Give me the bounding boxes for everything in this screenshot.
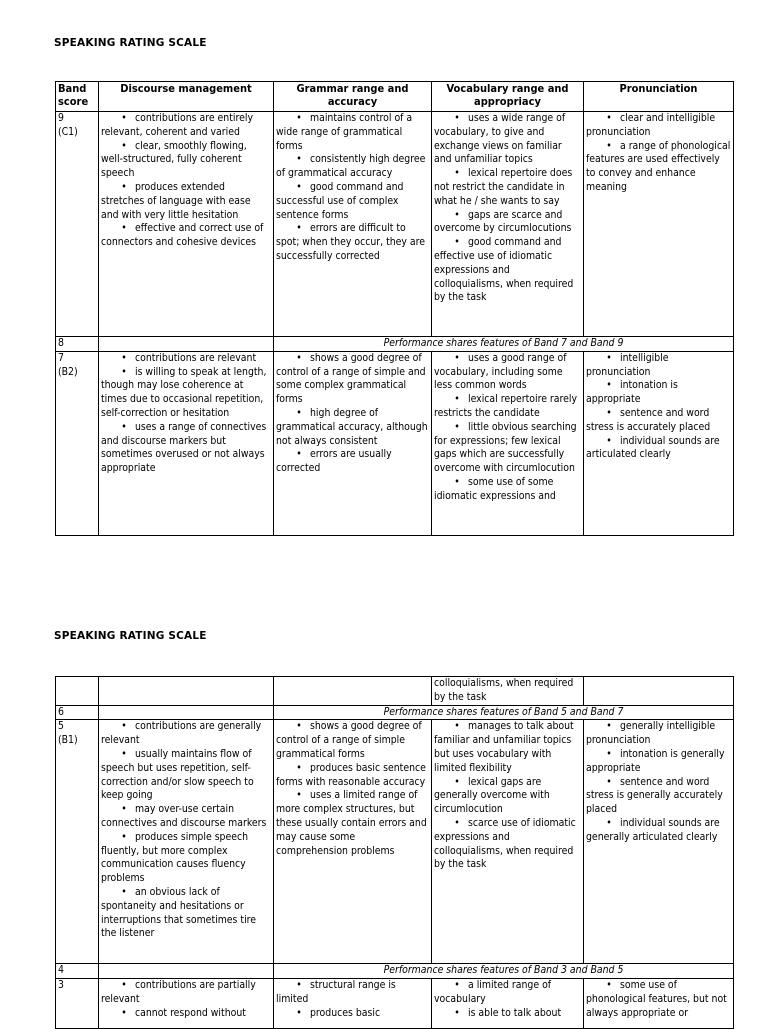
descriptor: • some use of phonological features, but not always appropriate or — [586, 979, 731, 1020]
descriptor-cell-discourse — [99, 979, 274, 1029]
band-level: (B1) — [58, 734, 78, 747]
descriptor: • individual sounds are articulated clearly — [586, 435, 731, 463]
table-row-band-3 — [56, 979, 734, 1029]
shared-features-note: Performance shares features of Band 7 and Band 9 — [274, 337, 734, 352]
empty-cell — [584, 677, 734, 706]
descriptor: • sentence and word stress is generally accurately placed — [586, 776, 731, 817]
header-vocabulary: Vocabulary range and appropriacy — [432, 82, 584, 112]
header-discourse: Discourse management — [99, 82, 274, 112]
descriptor-cell-discourse — [99, 720, 274, 964]
descriptor: • generally intelligible pronunciation — [586, 720, 731, 748]
table-row-band-7 — [56, 351, 734, 535]
descriptor: • consistently high degree of grammatical accuracy — [276, 153, 429, 181]
descriptor: • an obvious lack of spontaneity and hesitations or interruptions that sometimes tire the listener — [101, 886, 271, 941]
empty-cell — [274, 677, 432, 706]
descriptor: • gaps are scarce and overcome by circumlocutions — [434, 209, 581, 237]
descriptor-cell-discourse — [99, 351, 274, 535]
page-heading-2: SPEAKING RATING SCALE — [54, 630, 207, 642]
descriptor-cell-pronunciation — [584, 351, 734, 535]
descriptor: • produces basic — [276, 1007, 429, 1021]
descriptor: • cannot respond without — [101, 1007, 271, 1021]
descriptor: • shows a good degree of control of a range of simple and some complex grammatical forms — [276, 352, 429, 407]
descriptor: • effective and correct use of connectors and cohesive devices — [101, 222, 271, 250]
descriptor-cell-discourse — [99, 112, 274, 337]
descriptor: • usually maintains flow of speech but uses repetition, self-correction and/or slow speech to keep going — [101, 748, 271, 803]
descriptor-cell-vocabulary — [432, 112, 584, 337]
descriptor: • errors are usually corrected — [276, 448, 429, 476]
descriptor: • structural range is limited — [276, 979, 429, 1007]
band-score: 3 — [56, 979, 99, 1029]
shared-features-note: Performance shares features of Band 3 and Band 5 — [274, 964, 734, 979]
descriptor: • produces extended stretches of language with ease and with very little hesitation — [101, 181, 271, 222]
table-row-continuation — [56, 677, 734, 706]
descriptor: • lexical repertoire does not restrict the candidate in what he / she wants to say — [434, 167, 581, 208]
header-grammar: Grammar range and accuracy — [274, 82, 432, 112]
descriptor: • errors are difficult to spot; when they occur, they are successfully corrected — [276, 222, 429, 263]
descriptor-cell-pronunciation — [584, 720, 734, 964]
descriptor: • intonation is appropriate — [586, 379, 731, 407]
descriptor: • little obvious searching for expressions; few lexical gaps which are successfully overcome with circumlocution — [434, 421, 581, 476]
descriptor: • good command and effective use of idiomatic expressions and colloquialisms, when required by the task — [434, 236, 581, 305]
header-band-score: Band score — [56, 82, 99, 112]
band-score-cell — [56, 351, 99, 535]
descriptor: • scarce use of idiomatic expressions and colloquialisms, when required by the task — [434, 817, 581, 872]
header-pronunciation: Pronunciation — [584, 82, 734, 112]
band-level: (B2) — [58, 365, 78, 378]
descriptor: • contributions are partially relevant — [101, 979, 271, 1007]
descriptor: • uses a wide range of vocabulary, to give and exchange views on familiar and unfamiliar topics — [434, 112, 581, 167]
band-score-cell — [56, 720, 99, 964]
descriptor: • uses a limited range of more complex structures, but these usually contain errors and may cause some comprehension problems — [276, 789, 429, 858]
descriptor: • good command and successful use of complex sentence forms — [276, 181, 429, 222]
descriptor: • intelligible pronunciation — [586, 352, 731, 380]
table-header-row — [56, 82, 734, 112]
descriptor: • is able to talk about — [434, 1007, 581, 1021]
descriptor: • may over-use certain connectives and discourse markers — [101, 803, 271, 831]
descriptor: • produces basic sentence forms with reasonable accuracy — [276, 762, 429, 790]
descriptor-cell-grammar — [274, 720, 432, 964]
table-row-band-4 — [56, 964, 734, 979]
band-score: 4 — [56, 964, 99, 979]
descriptor: • sentence and word stress is accurately placed — [586, 407, 731, 435]
descriptor: • produces simple speech fluently, but more complex communication causes fluency problems — [101, 831, 271, 886]
band-score: 6 — [56, 705, 99, 720]
descriptor-cell-grammar — [274, 979, 432, 1029]
descriptor: • uses a range of connectives and discourse markers but sometimes overused or not always appropriate — [101, 421, 271, 476]
descriptor-cell-vocabulary — [432, 351, 584, 535]
descriptor: • shows a good degree of control of a range of simple grammatical forms — [276, 720, 429, 761]
empty-cell — [99, 677, 274, 706]
descriptor: • lexical repertoire rarely restricts the candidate — [434, 393, 581, 421]
descriptor-cell-vocabulary — [432, 720, 584, 964]
descriptor-cell-grammar — [274, 112, 432, 337]
empty-cell — [99, 705, 274, 720]
band-score: 8 — [56, 337, 99, 352]
page-heading-1: SPEAKING RATING SCALE — [54, 37, 207, 49]
descriptor: • intonation is generally appropriate — [586, 748, 731, 776]
descriptor: • manages to talk about familiar and unfamiliar topics but uses vocabulary with limited flexibility — [434, 720, 581, 775]
descriptor: • a limited range of vocabulary — [434, 979, 581, 1007]
empty-cell — [99, 337, 274, 352]
descriptor: • individual sounds are generally articulated clearly — [586, 817, 731, 845]
table-row-band-8 — [56, 337, 734, 352]
descriptor: • contributions are entirely relevant, coherent and varied — [101, 112, 271, 140]
descriptor-cell-pronunciation — [584, 112, 734, 337]
descriptor: • uses a good range of vocabulary, including some less common words — [434, 352, 581, 393]
descriptor-cell-pronunciation — [584, 979, 734, 1029]
descriptor-cell-grammar — [274, 351, 432, 535]
shared-features-note: Performance shares features of Band 5 and Band 7 — [274, 705, 734, 720]
descriptor: • a range of phonological features are used effectively to convey and enhance meaning — [586, 140, 731, 195]
table-row-band-6 — [56, 705, 734, 720]
descriptor: • lexical gaps are generally overcome with circumlocution — [434, 776, 581, 817]
descriptor: • maintains control of a wide range of grammatical forms — [276, 112, 429, 153]
empty-cell — [99, 964, 274, 979]
table-row-band-9 — [56, 112, 734, 337]
descriptor: • some use of some idiomatic expressions and — [434, 476, 581, 504]
band-level: (C1) — [58, 125, 78, 138]
descriptor-cell-vocabulary — [432, 979, 584, 1029]
band-score-cell — [56, 112, 99, 337]
descriptor: • high degree of grammatical accuracy, although not always consistent — [276, 407, 429, 448]
rating-scale-table-2 — [55, 676, 734, 1029]
band-score: 5 — [58, 720, 64, 733]
descriptor: • is willing to speak at length, though may lose coherence at times due to occasional repetition, self-correction or hesitation — [101, 366, 271, 421]
band-score: 9 — [58, 112, 64, 124]
rating-scale-table-1 — [55, 81, 734, 536]
descriptor: • contributions are generally relevant — [101, 720, 271, 748]
continued-text: colloquialisms, when required by the task — [432, 677, 584, 706]
empty-cell — [56, 677, 99, 706]
table-row-band-5 — [56, 720, 734, 964]
band-score: 7 — [58, 351, 64, 364]
descriptor: • clear, smoothly flowing, well-structured, fully coherent speech — [101, 140, 271, 181]
descriptor: • contributions are relevant — [101, 352, 271, 366]
descriptor: • clear and intelligible pronunciation — [586, 112, 731, 140]
